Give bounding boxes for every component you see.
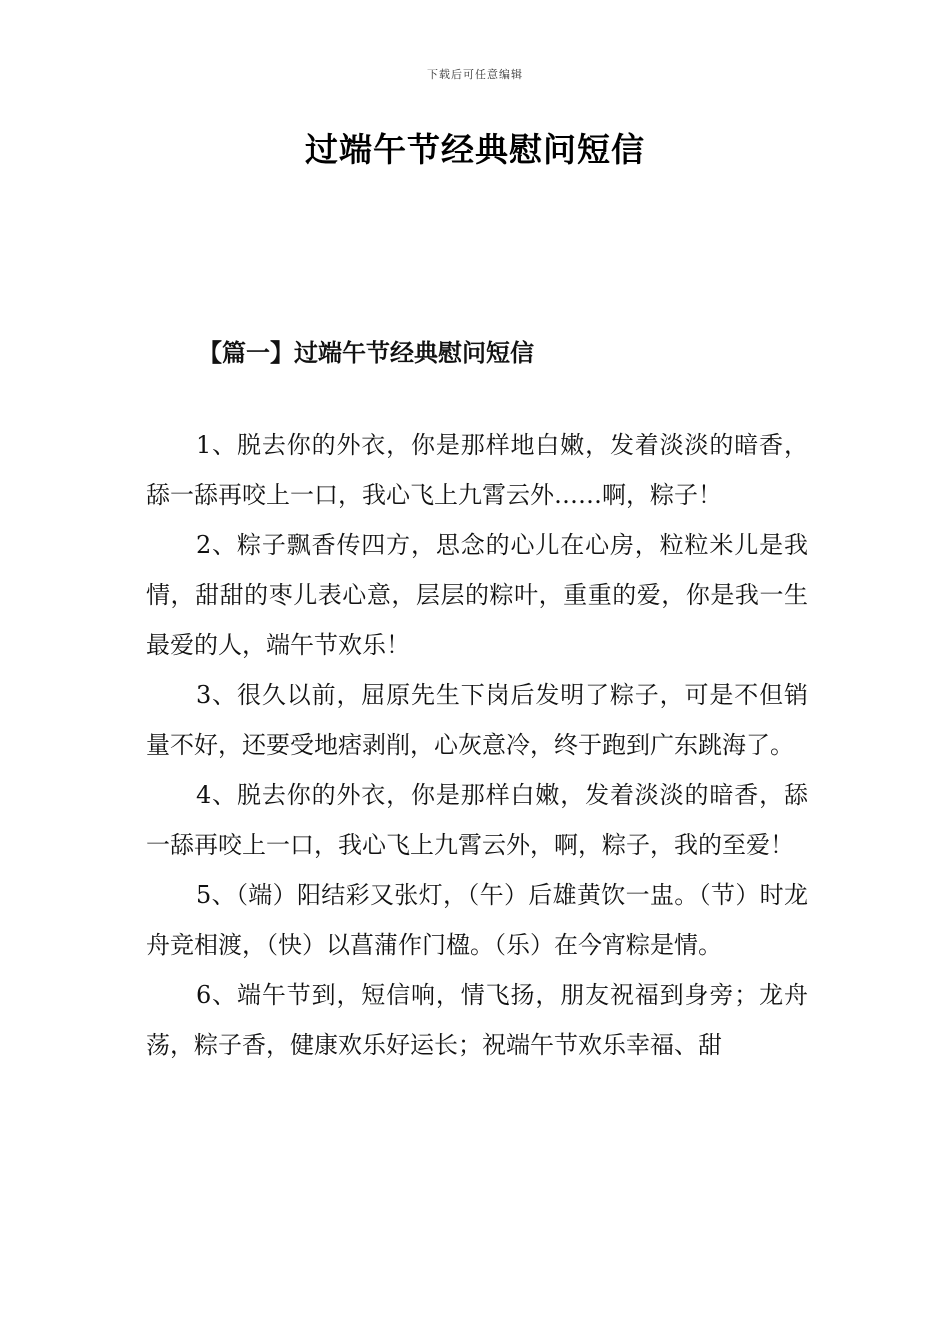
section-heading: 【篇一】过端午节经典慰问短信 [198, 338, 534, 367]
document-body [146, 420, 808, 1070]
paragraph-5: 5、（端）阳结彩又张灯，（午）后雄黄饮一盅。（节）时龙舟竞相渡，（快）以菖蒲作门楹。（乐）在今宵粽是情。 [146, 881, 808, 959]
paragraph-2: 2、粽子飘香传四方，思念的心儿在心房，粒粒米儿是我情，甜甜的枣儿表心意，层层的粽叶，重重的爱，你是我一生最爱的人，端午节欢乐！ [146, 531, 808, 659]
document-title: 过端午节经典慰问短信 [305, 130, 645, 169]
paragraph-1: 1、脱去你的外衣，你是那样地白嫩，发着淡淡的暗香，舔一舔再咬上一口，我心飞上九霄云外……啊，粽子！ [146, 431, 808, 509]
header-note: 下载后可任意编辑 [427, 68, 523, 81]
paragraph-4: 4、脱去你的外衣，你是那样白嫩，发着淡淡的暗香，舔一舔再咬上一口，我心飞上九霄云外，啊，粽子，我的至爱！ [146, 781, 808, 859]
paragraph-3: 3、很久以前，屈原先生下岗后发明了粽子，可是不但销量不好，还要受地痞剥削，心灰意冷，终于跑到广东跳海了。 [146, 681, 808, 759]
paragraph-6: 6、端午节到，短信响，情飞扬，朋友祝福到身旁；龙舟荡，粽子香，健康欢乐好运长；祝端午节欢乐幸福、甜 [146, 981, 808, 1059]
